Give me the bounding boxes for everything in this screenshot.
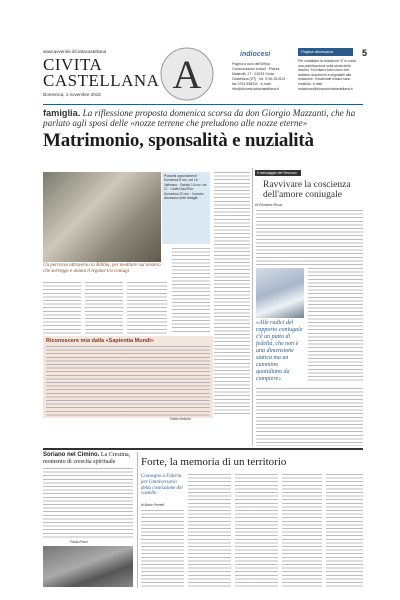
bottom-left-title-bold: Soriano nel Cimino.: [43, 452, 100, 458]
logo-letter: A: [172, 52, 202, 97]
site-url[interactable]: www.avvenire.it/civitacastellana: [43, 49, 107, 54]
issue-date: Domenica, 1 novembre 2015: [43, 92, 101, 97]
lead-text-column-2: [85, 282, 123, 334]
pink-box-text: [46, 346, 210, 416]
lead-text-column-5: [214, 172, 250, 417]
lead-text-column-1: [43, 282, 81, 334]
bottom-right-text-3: [235, 474, 278, 588]
bottom-right-text-2: [188, 474, 231, 588]
bottom-right-text-4: [282, 474, 322, 588]
page-number: 5: [362, 48, 368, 58]
sidebar-title: Ravvivare la coscienza dell'amore coniugale: [263, 180, 351, 200]
section-title-line2: CASTELLANA: [43, 71, 160, 90]
section-title-line1: CIVITA: [43, 55, 103, 74]
bottom-left-signature: Paola Rossi: [70, 540, 88, 544]
lead-photo-caption: Un percorso attraverso la Bibbia, per meditare sul mistero che sorregge e anima il legame tra coniugi: [43, 263, 161, 274]
sidebar-text-top: [256, 210, 363, 266]
sidebar-text-right: [308, 268, 363, 383]
bottom-left-title-rest: La Cresima, momento di crescita spirituale: [43, 452, 131, 465]
lead-text-column-4: [172, 248, 210, 334]
section-title: [43, 57, 159, 89]
lead-headline: Matrimonio, sponsalità e nuzialità: [43, 130, 314, 151]
lead-signature: Fabio Arduini: [170, 417, 191, 421]
bottom-right-text-1: [141, 510, 184, 588]
kicker-bold: famiglia.: [43, 108, 81, 118]
kicker-italic: La riflessione proposta domenica scorsa da don Giorgio Mazzanti, che ha parlato agli sposi delle «nozze terrene che preludono alle nozze eterne»: [43, 108, 356, 128]
bottom-separator: [137, 452, 138, 588]
sidebar-pullquote: «Alle radici del rapporto coniugale c'è un patto di fedeltà, che non è una dimensione statica ma un cammino quotidiano da compiere»: [256, 320, 303, 382]
avvenire-logo-icon: [158, 46, 216, 102]
bottom-rule: [43, 448, 363, 450]
bottom-left-text: [43, 468, 133, 538]
wedding-photo: [256, 268, 304, 318]
sidebar-subtitle: Di Romano Rossi: [255, 203, 283, 207]
rubrica-text: Per contattare la redazione: E' in corso una pubblicazione sulla storia della diocesi. Si invitano tutti coloro che abbiano documenti a segnalarli alla redazione. Il materiale inviato sarà restituito. e-mail: redazione@diocesicivitacastellana.it: [298, 59, 357, 91]
lead-photo: [43, 172, 161, 262]
rubrica-label: Pagina diocesana: [298, 48, 353, 56]
bottom-left-photo: [43, 546, 133, 587]
indiocesi-label: indiocesi: [240, 51, 271, 58]
bottom-right-signature: di Mario Ferretti: [141, 503, 165, 507]
bottom-right-headline: Forte, la memoria di un territorio: [141, 456, 287, 468]
lead-kicker: [43, 108, 363, 128]
info-box-text: Prossimi appuntamenti · Domenica 8 nov. ore 16 · Vallerano · Sabato 14 nov. ore 17 · Castel Sant'Elia · Domenica 22 nov. · Incontro diocesano delle famiglie: [164, 174, 207, 201]
column-separator: [252, 168, 253, 446]
pink-box-title: Riconoscere mia dalla «Sapientia Mundi»: [46, 338, 154, 344]
sidebar-tag: Il messaggio del Vescovo: [255, 170, 301, 176]
indiocesi-info: Pagina a cura dell'Ufficio Comunicazioni sociali · Piazza Matteotti, 27 · 01033 Civita Castellana (VT) · tel. 0761.513121 · fax 0761.598311 · e-mail: info@diocesicivitacastellana.it: [232, 62, 288, 91]
bottom-left-title: [43, 452, 133, 466]
bottom-right-text-5: [326, 474, 363, 588]
sidebar-text-bottom: [256, 388, 363, 446]
lead-text-column-3: [127, 282, 167, 334]
bottom-right-subhead: Convegno a Faleria per l'anniversario della costruzione del castello: [141, 474, 183, 497]
masthead-rule: [43, 104, 363, 105]
